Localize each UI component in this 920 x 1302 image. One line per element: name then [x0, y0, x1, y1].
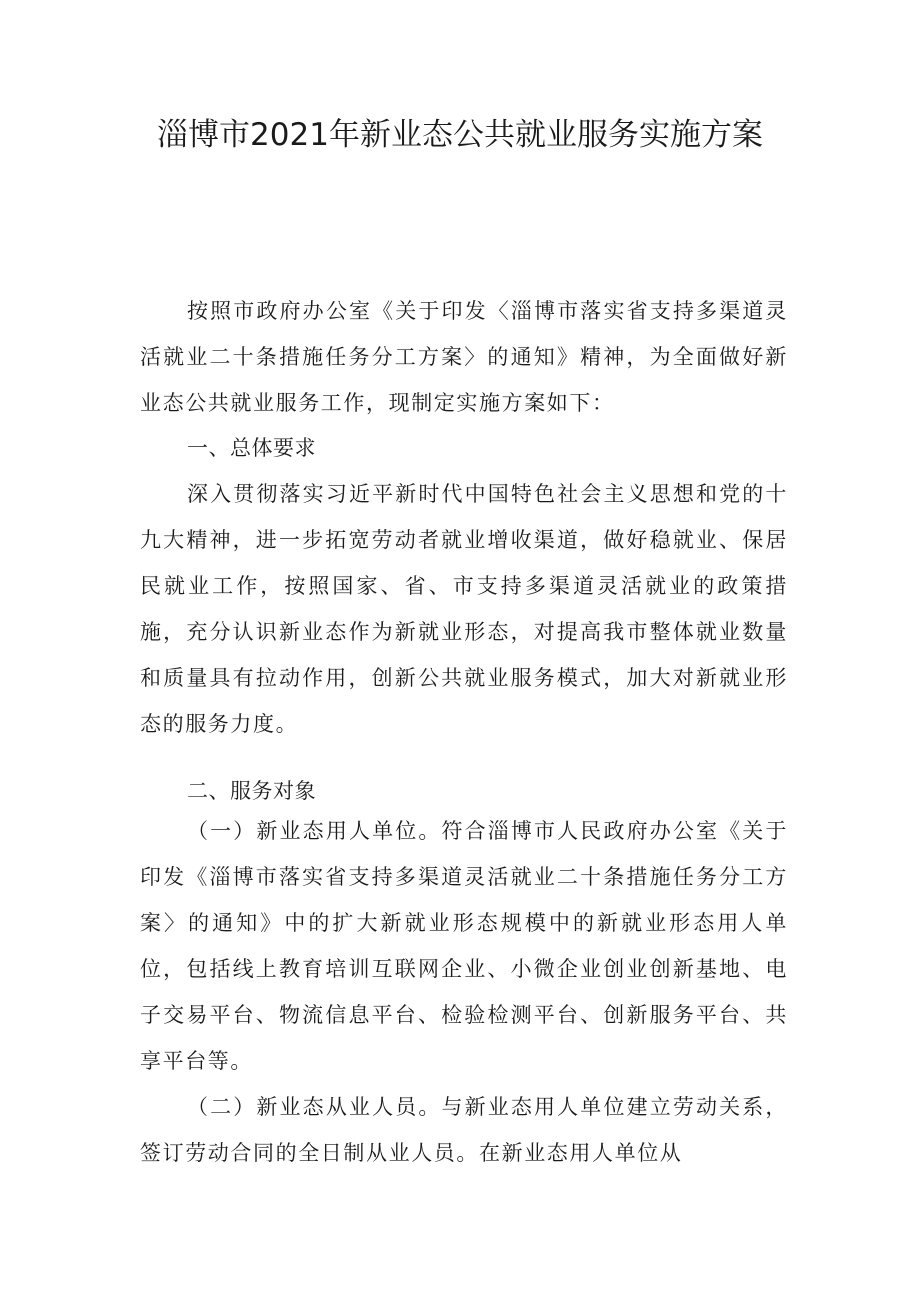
section-heading-general-requirements: 一、总体要求: [187, 436, 316, 460]
service-targets-workers-paragraph: （二）新业态从业人员。与新业态用人单位建立劳动关系，签订劳动合同的全日制从业人员。在新业态用人单位从: [140, 1095, 788, 1165]
intro-paragraph: 按照市政府办公室《关于印发〈淄博市落实省支持多渠道灵活就业二十条措施任务分工方案〉的通知》精神，为全面做好新业态公共就业服务工作，现制定实施方案如下：: [140, 299, 788, 415]
general-requirements-paragraph: 深入贯彻落实习近平新时代中国特色社会主义思想和党的十九大精神，进一步拓宽劳动者就业增收渠道，做好稳就业、保居民就业工作，按照国家、省、市支持多渠道灵活就业的政策措施，充分认识新业态作为新就业形态，对提高我市整体就业数量和质量具有拉动作用，创新公共就业服务模式，加大对新就业形态的服务力度。: [140, 482, 788, 736]
section-heading-service-targets: 二、服务对象: [187, 779, 316, 803]
service-targets-employers-paragraph: （一）新业态用人单位。符合淄博市人民政府办公室《关于印发《淄博市落实省支持多渠道灵活就业二十条措施任务分工方案〉的通知》中的扩大新就业形态规模中的新就业形态用人单位，包括线上教育培训互联网企业、小微企业创业创新基地、电子交易平台、物流信息平台、检验检测平台、创新服务平台、共享平台等。: [140, 819, 788, 1073]
document-title: 淄博市2021年新业态公共就业服务实施方案: [157, 117, 763, 153]
